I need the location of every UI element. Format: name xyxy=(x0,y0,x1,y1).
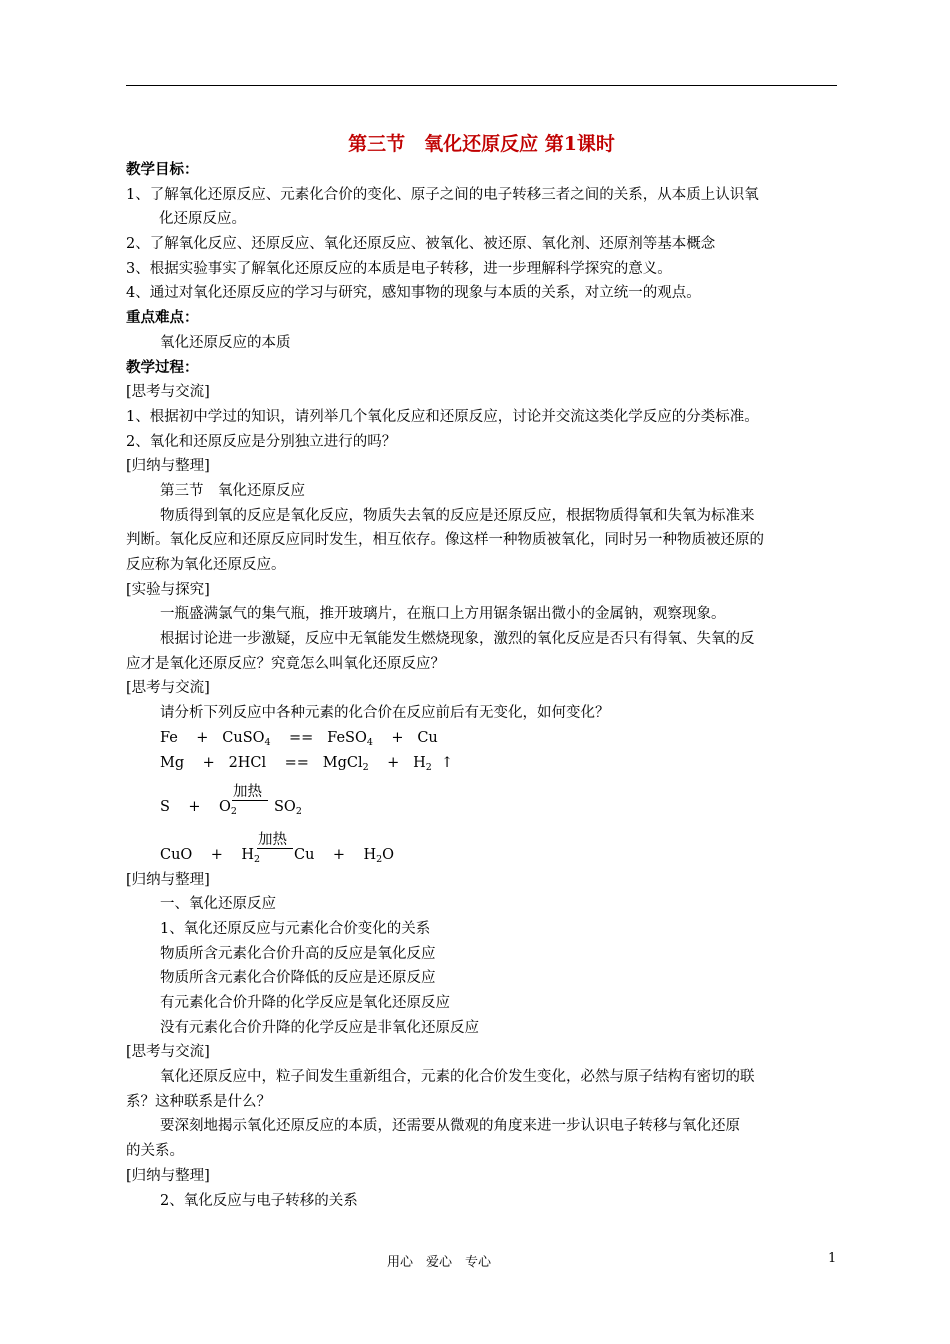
paragraph-line: 请分析下列反应中各种元素的化合价在反应前后有无变化，如何变化？ xyxy=(160,705,610,722)
section-tag: [归纳与整理] xyxy=(126,871,210,888)
objective-1: 1、了解氧化还原反应、元素化合价的变化、原子之间的电子转移三者之间的关系，从本质上认识氧 xyxy=(126,186,759,203)
eq-subscript: 2 xyxy=(230,806,237,818)
paragraph-line: 一瓶盛满氯气的集气瓶，推开玻璃片，在瓶口上方用锯条锯出微小的金属钠，观察现象。 xyxy=(160,606,726,623)
paragraph-line: 1、根据初中学过的知识，请列举几个氧化反应和还原反应，讨论并交流这类化学反应的分类标准。 xyxy=(126,408,759,425)
section-tag: [思考与交流] xyxy=(126,384,210,401)
eq-subscript: 2 xyxy=(425,761,432,773)
eq-equals: == xyxy=(289,729,314,746)
eq-subscript: 2 xyxy=(376,853,383,865)
eq-term: Mg xyxy=(160,754,185,771)
section-tag: [思考与交流] xyxy=(126,1044,210,1061)
objectives-heading: 教学目标： xyxy=(126,161,199,178)
paragraph-line: 物质得到氧的反应是氧化反应，物质失去氧的反应是还原反应，根据物质得氧和失氧为标准来 xyxy=(160,507,755,524)
eq-plus: + xyxy=(196,729,209,746)
eq-plus: + xyxy=(202,754,215,771)
eq-subscript: 2 xyxy=(362,761,369,773)
eq-term: Cu xyxy=(294,846,315,863)
paragraph-line: 判断。氧化反应和还原反应同时发生，相互依存。像这样一种物质被氧化，同时另一种物质被还原的 xyxy=(126,532,764,549)
eq-term: O xyxy=(382,846,395,863)
eq-term: Cu xyxy=(417,729,438,746)
eq-subscript: 2 xyxy=(254,853,261,865)
footer-motto: 用心 爱心 专心 xyxy=(387,1255,492,1270)
eq-term: H xyxy=(241,846,255,863)
document-body xyxy=(126,130,837,1213)
eq-term: CuSO xyxy=(222,729,265,746)
eq-term: CuO xyxy=(160,846,193,863)
eq-term: O xyxy=(218,799,231,816)
paragraph-line: 应才是氧化还原反应？究竟怎么叫氧化还原反应？ xyxy=(126,655,445,672)
eq-product xyxy=(274,795,302,825)
objective-2: 2、了解氧化反应、还原反应、氧化还原反应、被氧化、被还原、氧化剂、还原剂等基本概念 xyxy=(126,236,716,253)
eq-term: MgCl xyxy=(322,754,363,771)
section-tag: [思考与交流] xyxy=(126,680,210,697)
objective-1-cont: 化还原反应。 xyxy=(159,211,246,228)
eq-subscript: 4 xyxy=(366,736,373,748)
paragraph-line: 系？这种联系是什么？ xyxy=(126,1093,271,1110)
paragraph-line: 2、氧化反应与电子转移的关系 xyxy=(160,1192,358,1209)
process-heading: 教学过程： xyxy=(126,358,199,376)
paragraph-line: 反应称为氧化还原反应。 xyxy=(126,557,286,573)
eq-plus: + xyxy=(391,729,404,746)
paragraph-line: 没有元素化合价升降的化学反应是非氧化还原反应 xyxy=(160,1019,479,1036)
equation-1 xyxy=(126,726,837,751)
eq-term: H xyxy=(363,846,377,863)
paragraph-line: 2、氧化和还原反应是分别独立进行的吗？ xyxy=(126,433,397,450)
section-tag: [归纳与整理] xyxy=(126,1167,210,1184)
paragraph-line: 要深刻地揭示氧化还原反应的本质，还需要从微观的角度来进一步认识电子转移与氧化还原 xyxy=(160,1118,740,1135)
equation-3 xyxy=(126,784,837,820)
section-tag: [归纳与整理] xyxy=(126,458,210,475)
subsection-title: 第三节 氧化还原反应 xyxy=(160,482,305,499)
eq-plus: + xyxy=(387,754,400,771)
reaction-condition: 加热 xyxy=(257,832,293,849)
subsection-title: 一、氧化还原反应 xyxy=(160,896,276,913)
eq-term: FeSO xyxy=(327,729,367,746)
paragraph-line: 根据讨论进一步激疑，反应中无氧能发生燃烧现象，激烈的氧化反应是否只有得氧、失氧的反 xyxy=(160,631,755,648)
eq-equals: == xyxy=(284,754,309,771)
eq-term: SO xyxy=(274,799,296,816)
eq-plus: + xyxy=(210,846,223,863)
eq-subscript: 4 xyxy=(264,736,271,748)
objective-4: 4、通过对氧化还原反应的学习与研究，感知事物的现象与本质的关系，对立统一的观点。 xyxy=(126,285,701,302)
eq-plus: + xyxy=(188,799,201,816)
eq-term: Fe xyxy=(160,729,178,746)
eq-term: H xyxy=(413,754,426,771)
header-rule xyxy=(126,85,837,86)
page-number: 1 xyxy=(828,1251,837,1266)
gas-arrow-icon: ↑ xyxy=(441,754,454,771)
paragraph-line: 物质所含元素化合价升高的反应是氧化反应 xyxy=(160,945,436,962)
eq-term: S xyxy=(160,799,170,816)
equation-4 xyxy=(126,831,837,868)
paragraph-line: 有元素化合价升降的化学反应是氧化还原反应 xyxy=(160,995,450,1011)
reaction-condition: 加热 xyxy=(232,784,268,801)
eq-plus: + xyxy=(332,846,346,863)
objective-3: 3、根据实验事实了解氧化还原反应的本质是电子转移，进一步理解科学探究的意义。 xyxy=(126,260,672,277)
eq-product xyxy=(294,843,394,873)
eq-subscript: 2 xyxy=(295,806,302,818)
equation-2 xyxy=(126,751,837,776)
key-text: 氧化还原反应的本质 xyxy=(160,334,291,351)
paragraph-line: 1、氧化还原反应与元素化合价变化的关系 xyxy=(160,920,431,937)
page-title: 第三节 氧化还原反应 第1课时 xyxy=(348,133,615,155)
eq-term: 2HCl xyxy=(228,754,267,771)
paragraph-line: 氧化还原反应中，粒子间发生重新组合，元素的化合价发生变化，必然与原子结构有密切的联 xyxy=(160,1069,755,1086)
paragraph-line: 物质所含元素化合价降低的反应是还原反应 xyxy=(160,970,436,987)
paragraph-line: 的关系。 xyxy=(126,1143,184,1160)
key-heading: 重点难点： xyxy=(126,309,199,327)
section-tag: [实验与探究] xyxy=(126,581,210,598)
